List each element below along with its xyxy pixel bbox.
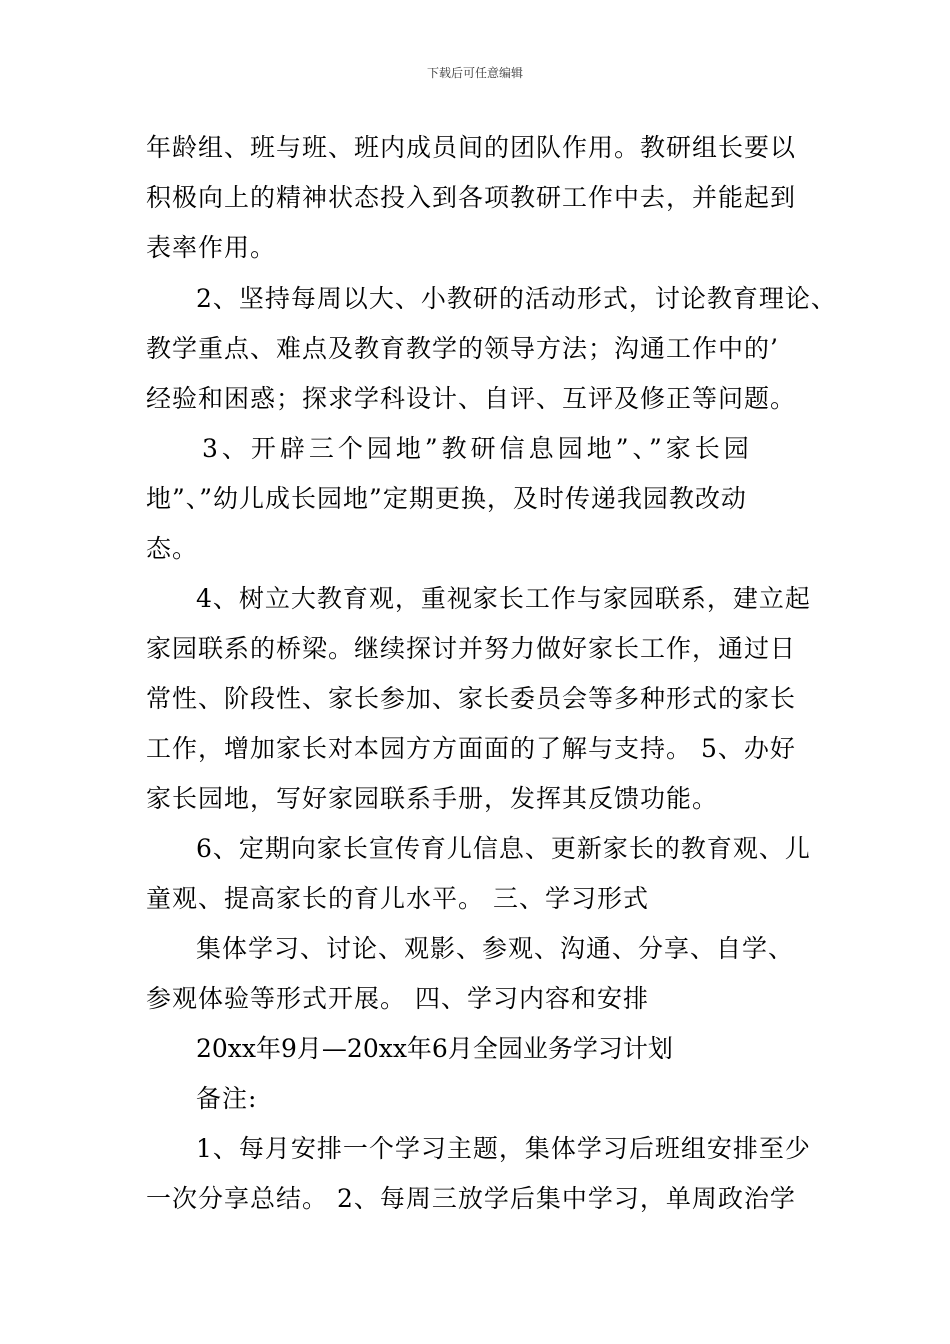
body-line: 1、每月安排一个学习主题，集体学习后班组安排至少	[196, 1134, 811, 1163]
body-line: 家长园地，写好家园联系手册，发挥其反馈功能。	[146, 784, 719, 813]
page-header: 下载后可任意编辑	[426, 66, 523, 80]
body-line: 集体学习、讨论、观影、参观、沟通、分享、自学、	[196, 934, 795, 963]
body-line: 4、树立大教育观，重视家长工作与家园联系，建立起	[196, 584, 811, 613]
body-line: 6、定期向家长宣传育儿信息、更新家长的教育观、儿	[196, 834, 811, 863]
body-line: 一次分享总结。 2、每周三放学后集中学习，单周政治学	[146, 1184, 796, 1213]
body-line: 教学重点、难点及教育教学的领导方法；沟通工作中的’	[146, 334, 779, 363]
body-line: 地”、”幼儿成长园地”定期更换，及时传递我园教改动	[146, 484, 747, 513]
body-line: 备注:	[196, 1084, 258, 1113]
body-line: 积极向上的精神状态投入到各项教研工作中去，并能起到	[146, 183, 797, 212]
body-line: 20xx年9月—20xx年6月全园业务学习计划	[196, 1034, 673, 1063]
body-line: 3、开辟三个园地”教研信息园地”、”家长园	[202, 434, 753, 463]
body-line: 参观体验等形式开展。 四、学习内容和安排	[146, 984, 649, 1013]
body-line: 年龄组、班与班、班内成员间的团队作用。教研组长要以	[146, 133, 797, 162]
body-line: 工作，增加家长对本园方方面面的了解与支持。 5、办好	[146, 734, 796, 763]
body-line: 经验和困惑；探求学科设计、自评、互评及修正等问题。	[146, 384, 797, 413]
body-line: 童观、提高家长的育儿水平。 三、学习形式	[146, 884, 649, 913]
body-line: 家园联系的桥梁。继续探讨并努力做好家长工作，通过日	[146, 634, 797, 663]
body-line: 表率作用。	[146, 233, 277, 262]
body-line: 2、坚持每周以大、小教研的活动形式，讨论教育理论、	[196, 284, 837, 313]
body-line: 常性、阶段性、家长参加、家长委员会等多种形式的家长	[146, 684, 797, 713]
body-line: 态。	[146, 534, 199, 563]
